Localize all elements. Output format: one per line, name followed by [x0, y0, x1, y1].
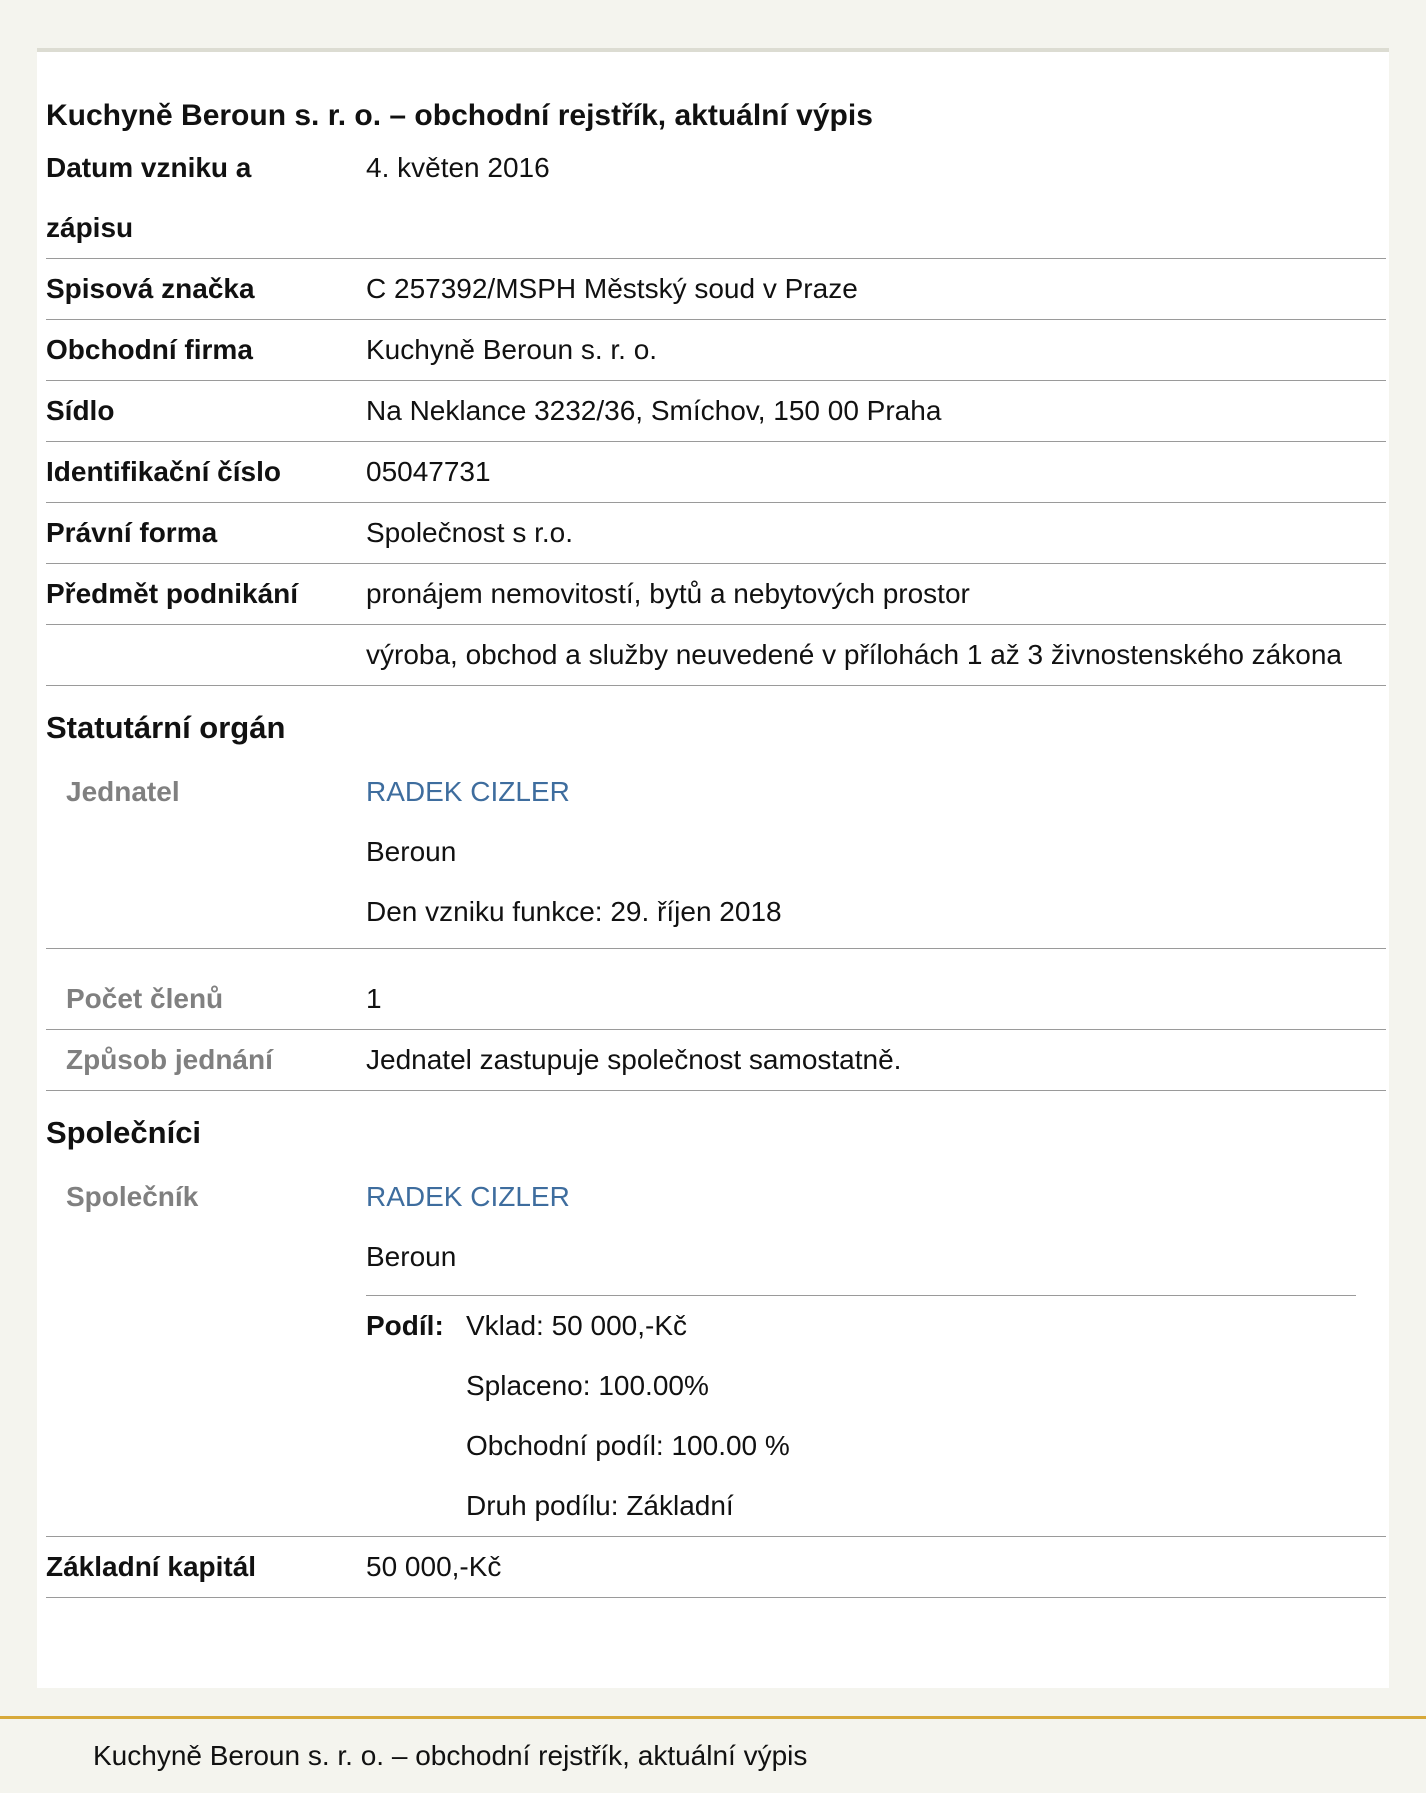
person-city: Beroun [366, 836, 457, 867]
row-zakladni-kapital [46, 1537, 1386, 1598]
row-identifikacni-cislo [46, 442, 1386, 503]
row-value: 05047731 [366, 456, 491, 487]
row-label: Společník [66, 1181, 199, 1212]
share-line: Splaceno: 100.00% [466, 1370, 709, 1401]
row-value: pronájem nemovitostí, bytů a nebytových prostor [366, 578, 970, 609]
register-content [46, 52, 1386, 1598]
row-value: Kuchyně Beroun s. r. o. [366, 334, 658, 365]
row-value: 4. květen 2016 [366, 152, 550, 183]
row-value: Jednatel zastupuje společnost samostatně. [366, 1044, 902, 1075]
share-line: Vklad: 50 000,-Kč [466, 1310, 688, 1341]
row-spolecnik [46, 1167, 1386, 1537]
function-since: Den vzniku funkce: 29. říjen 2018 [366, 896, 782, 927]
row-pravni-forma [46, 503, 1386, 564]
person-city: Beroun [366, 1241, 457, 1272]
row-label: Jednatel [66, 776, 180, 807]
row-label: Sídlo [46, 395, 115, 426]
row-pocet-clenu [46, 949, 1386, 1030]
row-label: Identifikační číslo [46, 456, 281, 487]
row-obchodni-firma [46, 320, 1386, 381]
share-line: Obchodní podíl: 100.00 % [466, 1430, 790, 1461]
row-value: Na Neklance 3232/36, Smíchov, 150 00 Praha [366, 395, 942, 426]
jednatel-details [366, 762, 1386, 942]
row-label: Obchodní firma [46, 334, 253, 365]
row-label: Základní kapitál [46, 1551, 257, 1582]
section-heading-statutarni: Statutární orgán [46, 710, 286, 745]
register-card [37, 48, 1389, 1688]
section-heading-spolecnici: Společníci [46, 1115, 202, 1150]
row-value: Společnost s r.o. [366, 517, 574, 548]
row-label: Datum vzniku a zápisu [46, 152, 252, 243]
page-title: Kuchyně Beroun s. r. o. – obchodní rejstřík, aktuální výpis [46, 99, 873, 132]
row-sidlo [46, 381, 1386, 442]
row-predmet-podnikani-2 [46, 625, 1386, 686]
row-label: Předmět podnikání [46, 578, 299, 609]
row-value: 1 [366, 983, 382, 1014]
row-value: 50 000,-Kč [366, 1551, 502, 1582]
row-jednatel [46, 762, 1386, 949]
row-label: Spisová značka [46, 273, 255, 304]
row-label-empty [46, 625, 366, 685]
row-label: Počet členů [66, 983, 224, 1014]
row-zpusob-jednani [46, 1030, 1386, 1091]
row-label: Způsob jednání [66, 1044, 273, 1075]
person-link[interactable]: RADEK CIZLER [366, 1181, 570, 1212]
row-value: C 257392/MSPH Městský soud v Praze [366, 273, 858, 304]
share-block [366, 1296, 1386, 1536]
footer [0, 1716, 1426, 1793]
share-label: Podíl: [366, 1310, 444, 1341]
row-label: Právní forma [46, 517, 218, 548]
spolecnik-details [366, 1167, 1386, 1536]
person-link[interactable]: RADEK CIZLER [366, 776, 570, 807]
share-lines [466, 1296, 790, 1536]
row-datum-vzniku [46, 138, 1386, 259]
row-predmet-podnikani [46, 564, 1386, 625]
share-line: Druh podílu: Základní [466, 1490, 734, 1521]
row-value: výroba, obchod a služby neuvedené v přílohách 1 až 3 živnostenského zákona [366, 639, 1342, 670]
footer-text: Kuchyně Beroun s. r. o. – obchodní rejstřík, aktuální výpis [93, 1740, 808, 1771]
row-spisova-znacka [46, 259, 1386, 320]
